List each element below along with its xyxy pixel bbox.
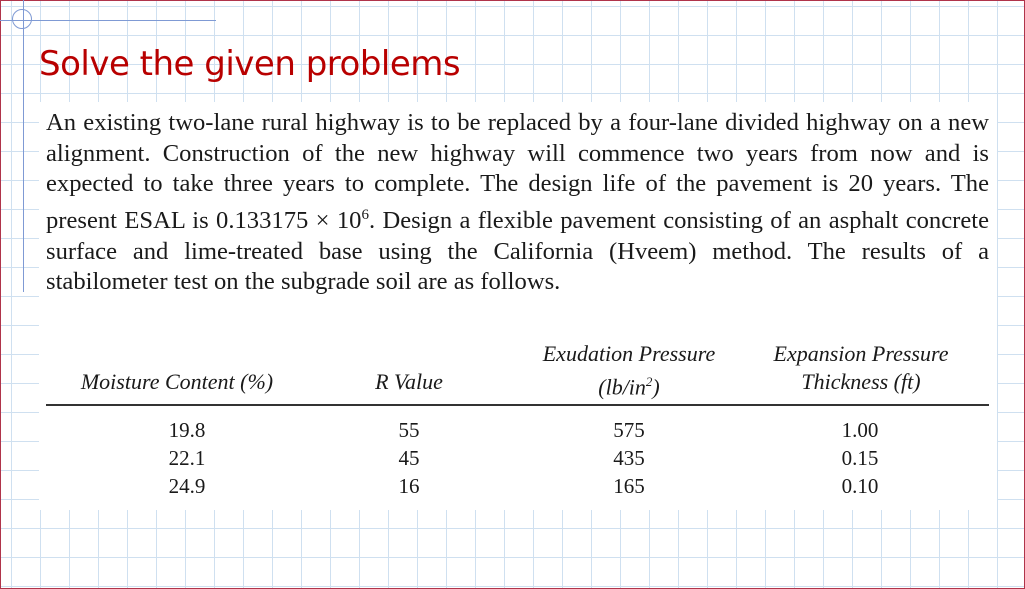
header-exudation-unit-exponent: 2 — [645, 374, 653, 389]
notebook-top-line — [0, 20, 216, 21]
cell-moisture: 22.1 — [168, 446, 206, 470]
header-moisture-content: Moisture Content (%) — [80, 369, 274, 394]
header-expansion-line2: Thickness (ft) — [801, 369, 921, 394]
header-exudation-pressure — [519, 340, 739, 401]
header-exudation-line2 — [519, 368, 739, 401]
problem-exponent: 6 — [361, 206, 369, 223]
corner-circle-ornament — [12, 9, 32, 29]
cell-expansion: 0.10 — [841, 474, 879, 498]
cell-expansion: 1.00 — [841, 418, 879, 442]
cell-r-value: 45 — [398, 446, 420, 470]
header-exudation-line1: Exudation Pressure — [542, 341, 716, 366]
header-exudation-unit: (lb/in — [598, 374, 646, 400]
header-exudation-unit-close: ) — [652, 374, 660, 400]
header-expansion-line1: Expansion Pressure — [773, 341, 949, 366]
cell-r-value: 16 — [398, 474, 420, 498]
cell-r-value: 55 — [398, 418, 420, 442]
slide-title: Solve the given problems — [39, 44, 461, 84]
cell-exudation: 435 — [613, 446, 645, 470]
notebook-margin-line — [23, 0, 24, 292]
problem-text-part1: An existing two-lane rural highway is to be replaced by a four-lane divided highway on a new alignment. Construction of the new highway will commence two years from now and is expected to take three years to complete. The design life of the pavement is 20 years. The present ESAL is 0.133175 × 10 — [46, 109, 989, 234]
cell-exudation: 165 — [613, 474, 645, 498]
table-header-rule — [46, 404, 989, 406]
header-r-value: R Value — [375, 369, 443, 394]
cell-expansion: 0.15 — [841, 446, 879, 470]
cell-moisture: 24.9 — [168, 474, 206, 498]
header-expansion-pressure — [751, 340, 971, 396]
problem-statement — [46, 108, 989, 298]
cell-exudation: 575 — [613, 418, 645, 442]
problem-text-part2: . Design a flexible pavement consisting of an asphalt concrete surface and lime-treated base using the California (Hveem) method. The results of a stabilometer test on the subgrade soil are as follows. — [46, 206, 989, 296]
cell-moisture: 19.8 — [168, 418, 206, 442]
problem-panel — [39, 102, 997, 510]
